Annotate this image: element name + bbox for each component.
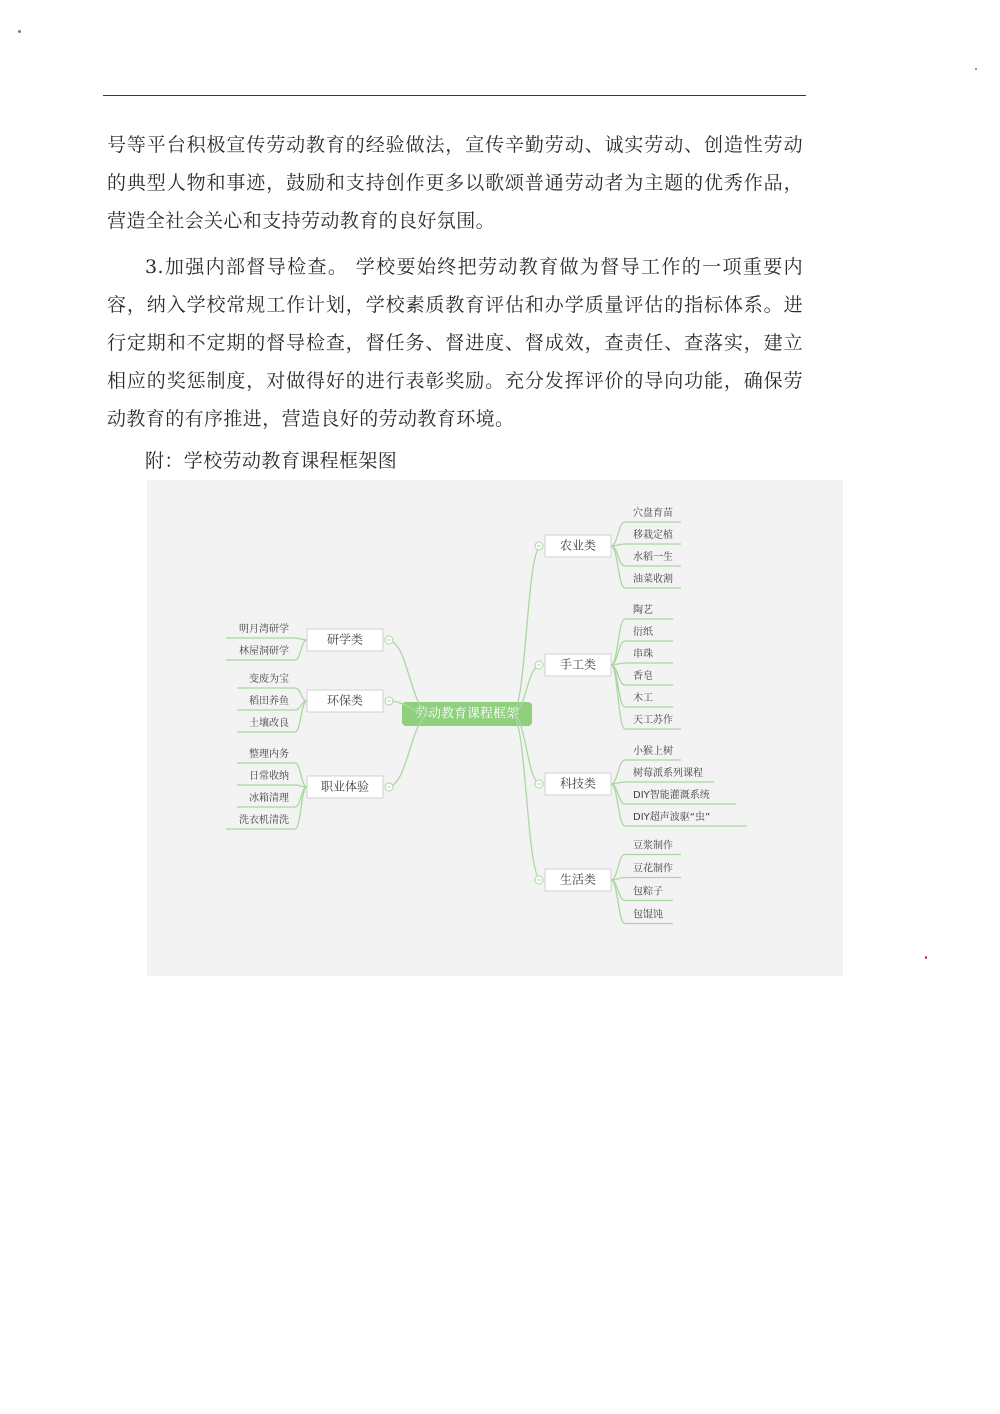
paragraph-2 [107,248,803,438]
text-line: 营造全社会关心和支持劳动教育的良好氛围。 [107,210,496,232]
child-label: 香皂 [633,671,653,682]
text-line: 容，纳入学校常规工作计划，学校素质教育评估和办学质量评估的指标体系。进 [107,294,803,316]
paragraph-1 [107,126,803,240]
scan-speck [925,956,927,959]
branch-connector [512,714,541,880]
branch-label: 生活类 [559,872,597,887]
appendix-label: 附：学校劳动教育课程框架图 [145,450,398,472]
child-connector [295,640,307,660]
child-label: 穴盘育苗 [633,508,673,519]
child-label: 天工苏作 [633,715,673,726]
text-line: 动教育的有序推进，营造良好的劳动教育环境。 [107,408,515,430]
child-label: 明月湾研学 [239,624,289,635]
child-label: 串珠 [633,649,653,660]
branch-label: 科技类 [559,776,597,791]
child-label: DIY超声波驱“虫” [633,812,711,823]
child-label: 冰箱清理 [249,793,289,804]
root-label: 劳动教育课程框架 [414,706,520,722]
child-connector [295,638,307,640]
child-label: 日常收纳 [249,771,289,782]
child-connector [611,784,625,826]
child-label: 豆花制作 [633,863,673,875]
child-label: 小猴上树 [633,746,673,757]
child-label: 移栽定植 [633,530,673,541]
child-connector [295,688,307,701]
child-label: 油菜收割 [633,574,673,585]
mindmap-diagram [147,480,843,976]
child-label: DIY智能灌溉系统 [633,790,710,801]
appendix-caption [107,442,803,480]
child-connector [611,880,625,924]
child-label: 洗衣机清洗 [239,815,289,826]
child-label: 树莓派系列课程 [633,768,703,779]
text-line: 相应的奖惩制度，对做得好的进行表彰奖励。充分发挥评价的导向功能，确保劳 [107,370,803,392]
mindmap-figure [147,480,843,976]
scan-speck [18,30,21,33]
child-connector [611,546,625,588]
child-label: 林屋洞研学 [239,646,289,657]
branch-label: 手工类 [559,657,597,672]
child-connector [295,763,307,787]
child-connector [611,760,625,784]
text-line: 3.加强内部督导检查。 学校要始终把劳动教育做为督导工作的一项重要内 [145,256,803,278]
child-label: 变废为宝 [249,674,289,685]
branch-label: 研学类 [326,632,364,647]
child-label: 包粽子 [633,886,663,898]
child-label: 木工 [633,693,653,704]
child-label: 包馄饨 [633,909,663,921]
child-label: 整理内务 [249,749,289,760]
child-connector [295,787,307,829]
child-label: 水稻一生 [633,552,673,563]
child-connector [611,855,625,881]
branch-label: 职业体验 [320,779,370,794]
branch-label: 环保类 [326,693,364,708]
text-line: 的典型人物和事迹，鼓励和支持创作更多以歌颂普通劳动者为主题的优秀作品， [107,172,803,194]
scan-speck [975,68,977,70]
child-label: 土壤改良 [249,718,289,729]
text-line: 行定期和不定期的督导检查，督任务、督进度、督成效，查责任、查落实，建立 [107,332,803,354]
child-label: 陶艺 [633,605,653,616]
child-connector [611,522,625,546]
child-label: 豆浆制作 [633,840,673,852]
child-label: 衍纸 [633,627,653,638]
header-rule [103,95,806,96]
branch-label: 农业类 [559,538,597,553]
text-line: 号等平台积极宣传劳动教育的经验做法，宣传辛勤劳动、诚实劳动、创造性劳动 [107,134,803,156]
child-label: 稻田养鱼 [249,696,289,707]
